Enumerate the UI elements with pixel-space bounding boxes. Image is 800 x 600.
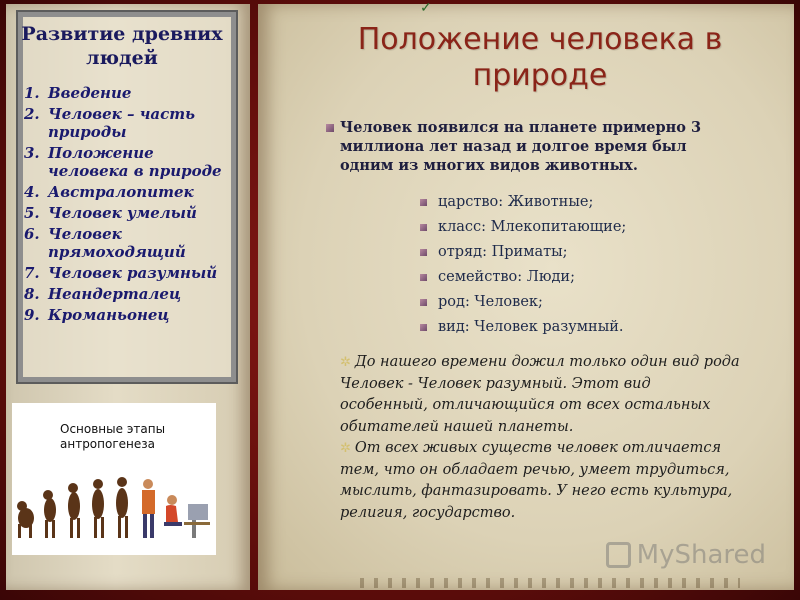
intro-text: Человек появился на планете примерно 3 миллиона лет назад и долгое время был одним из многих видов животных. [340, 119, 702, 174]
menu-item-introduction[interactable] [24, 84, 234, 102]
page-bottom-ornament [360, 578, 740, 588]
note-text: От всех живых существ человек отличается тем, что он обладает речью, умеет трудиться, мыслить, фантазировать. У него есть культура, религия, государство. [340, 440, 733, 521]
taxonomy-text: семейство: Люди; [438, 269, 575, 285]
evolution-caption: Основные этапы антропогенеза [60, 422, 166, 451]
menu-item-label[interactable]: Человек прямоходящий [48, 225, 186, 261]
menu-item-cro-magnon[interactable] [24, 306, 234, 324]
menu-item-number: 3. [24, 144, 40, 162]
star-bullet-icon: ✲ [340, 355, 351, 370]
menu-title: Развитие древних людей [21, 23, 223, 69]
bullet-icon [420, 224, 427, 231]
note-paragraph [340, 352, 740, 438]
menu-item-neanderthal[interactable] [24, 285, 234, 303]
note-text: До нашего времени дожил только один вид рода Человек - Человек разумный. Этот вид особенный, отличающийся от всех остальных обитателей нашей планеты. [340, 354, 740, 435]
presentation-icon [606, 542, 631, 568]
menu-item-homo-habilis[interactable] [24, 204, 234, 222]
watermark [606, 535, 766, 575]
watermark-text: MyShared [636, 540, 766, 570]
menu-item-number: 8. [24, 285, 40, 303]
menu-item-number: 4. [24, 183, 40, 201]
taxonomy-item [432, 318, 752, 343]
menu-item-label[interactable]: Кроманьонец [48, 306, 170, 324]
bullet-icon [420, 274, 427, 281]
menu-item-label[interactable]: Человек умелый [48, 204, 197, 222]
taxonomy-text: отряд: Приматы; [438, 244, 568, 260]
taxonomy-item [432, 193, 752, 218]
evolution-figures-illustration [12, 470, 216, 540]
menu-item-label[interactable]: Человек – часть природы [48, 105, 196, 141]
menu-list [24, 84, 234, 327]
menu-item-label[interactable]: Австралопитек [48, 183, 194, 201]
ribbon-decoration-icon: ✓ [420, 0, 432, 16]
menu-item-number: 7. [24, 264, 40, 282]
taxonomy-item [432, 293, 752, 318]
menu-item-number: 1. [24, 84, 40, 102]
bullet-icon [420, 249, 427, 256]
menu-item-australopithecus[interactable] [24, 183, 234, 201]
slide-title: Положение человека в природе [357, 22, 723, 93]
menu-item-human-position-in-nature[interactable] [24, 144, 234, 180]
taxonomy-text: вид: Человек разумный. [438, 319, 624, 335]
menu-item-human-part-of-nature[interactable] [24, 105, 234, 141]
bullet-icon [326, 124, 334, 132]
menu-item-number: 9. [24, 306, 40, 324]
taxonomy-text: род: Человек; [438, 294, 543, 310]
bullet-icon [420, 299, 427, 306]
bullet-icon [420, 324, 427, 331]
star-bullet-icon: ✲ [340, 441, 351, 456]
menu-item-label[interactable]: Неандерталец [48, 285, 181, 303]
taxonomy-item [432, 243, 752, 268]
menu-item-label[interactable]: Положение человека в природе [48, 144, 222, 180]
menu-item-homo-sapiens[interactable] [24, 264, 234, 282]
taxonomy-text: царство: Животные; [438, 194, 594, 210]
notes-block [340, 352, 740, 524]
menu-item-label[interactable]: Человек разумный [48, 264, 218, 282]
menu-item-number: 5. [24, 204, 40, 222]
menu-item-homo-erectus[interactable] [24, 225, 234, 261]
taxonomy-text: класс: Млекопитающие; [438, 219, 627, 235]
intro-paragraph [340, 118, 740, 175]
menu-item-label[interactable]: Введение [48, 84, 132, 102]
intro-wrap [340, 118, 740, 175]
taxonomy-list [432, 193, 752, 343]
note-paragraph [340, 438, 740, 524]
menu-item-number: 6. [24, 225, 40, 243]
taxonomy-item [432, 268, 752, 293]
menu-item-number: 2. [24, 105, 40, 123]
bullet-icon [420, 199, 427, 206]
taxonomy-item [432, 218, 752, 243]
